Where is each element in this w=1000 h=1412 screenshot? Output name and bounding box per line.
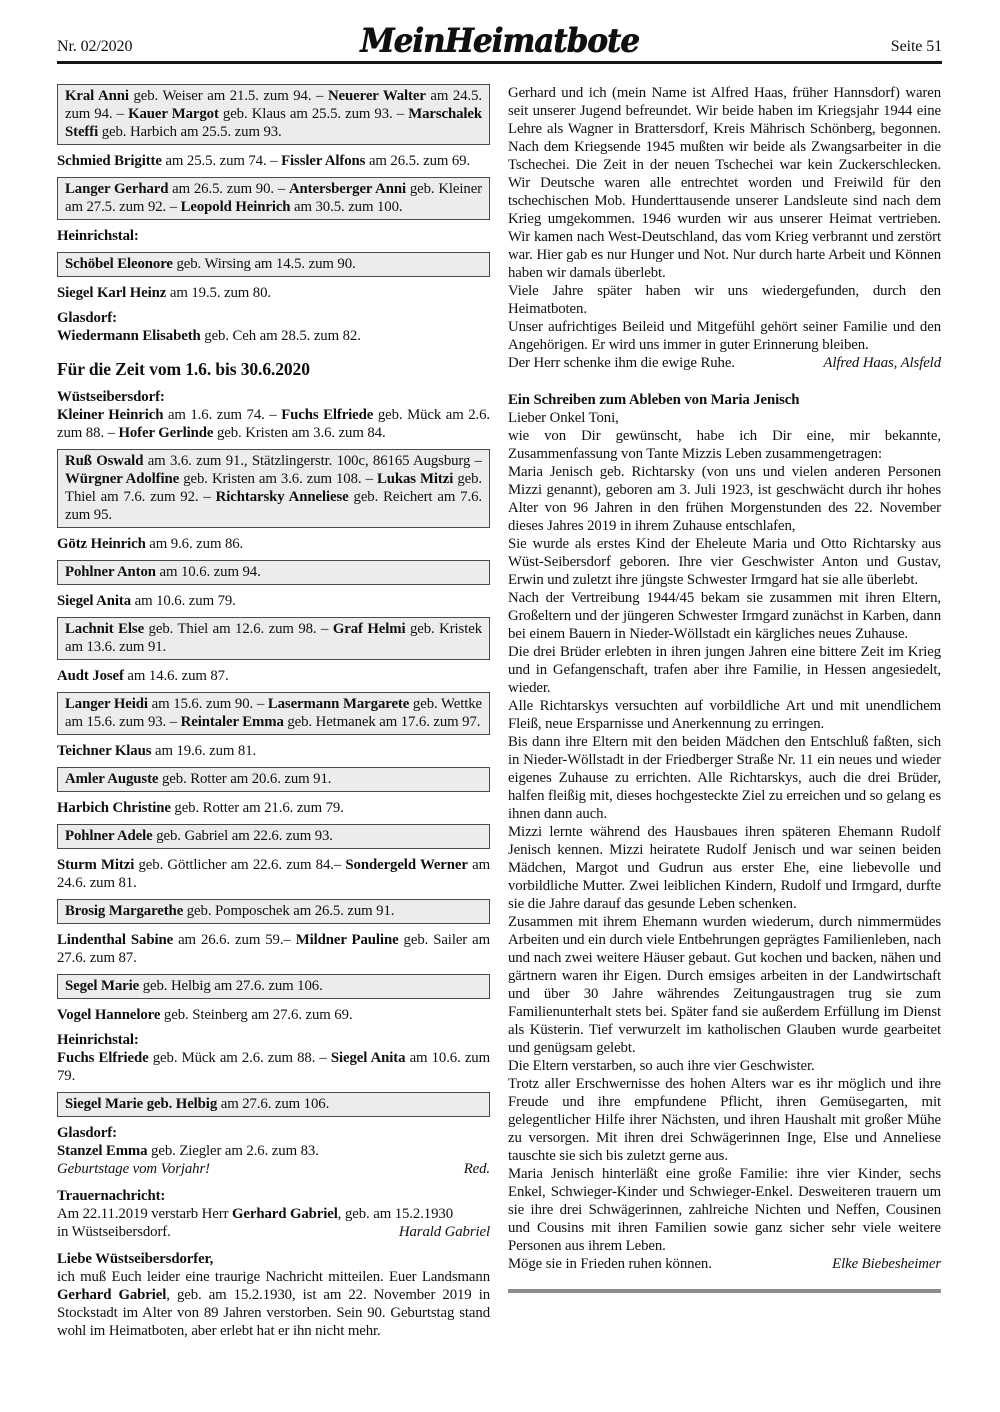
text-segment: Götz Heinrich xyxy=(57,536,146,552)
text-block xyxy=(57,799,490,817)
text-segment: am 10.6. zum 94. xyxy=(155,564,261,580)
text-block xyxy=(508,913,941,1057)
text-block xyxy=(508,643,941,697)
text-segment: Kleiner Heinrich xyxy=(57,407,164,423)
text-segment: Hofer Gerlinde xyxy=(118,425,214,441)
text-block xyxy=(57,406,490,442)
text-segment: Mildner Pauline xyxy=(295,932,399,948)
text-segment: Teichner Klaus xyxy=(57,743,152,759)
birthday-box-entry xyxy=(57,560,490,585)
text-block xyxy=(508,733,941,823)
text-segment: geb. Kristen am 3.6. zum 84. xyxy=(213,425,386,441)
sign-text xyxy=(508,354,735,372)
text-segment: am 19.5. zum 80. xyxy=(166,285,272,301)
text-segment: geb. Helbig am 27.6. zum 106. xyxy=(139,978,323,994)
page-number: Seite 51 xyxy=(890,38,942,55)
text-block xyxy=(57,1031,490,1049)
masthead-logo: MeinHeimatbote xyxy=(360,22,639,60)
text-block xyxy=(57,284,490,302)
text-segment: Schmied Brigitte xyxy=(57,153,162,169)
text-segment: am 26.6. zum 59.– xyxy=(173,932,296,948)
text-segment: Lachnit Else xyxy=(65,621,145,637)
text-segment: Die drei Brüder erlebten in ihren jungen Jahren eine bittere Zeit im Krieg und in Gefangenschaft, trafen aber ihre Familie, in Hessen angesiedelt, wieder. xyxy=(508,644,941,696)
text-segment: Segel Marie xyxy=(65,978,140,994)
text-block xyxy=(57,1142,490,1160)
text-segment: Fuchs Elfriede xyxy=(281,407,374,423)
issue-number: Nr. 02/2020 xyxy=(57,38,133,55)
text-block xyxy=(508,282,941,318)
birthday-box-entry xyxy=(57,974,490,999)
text-block xyxy=(508,1057,941,1075)
text-segment: Lindenthal Sabine xyxy=(57,932,174,948)
birthday-box-entry xyxy=(57,824,490,849)
text-segment: Trauernachricht: xyxy=(57,1188,166,1204)
birthday-box-entry xyxy=(57,1092,490,1117)
text-segment: in Wüstseibersdorf. xyxy=(57,1224,171,1240)
text-segment: geb. Mück am 2.6. zum 88. – xyxy=(57,407,491,441)
text-block xyxy=(57,388,490,406)
text-segment: Lieber Onkel Toni, xyxy=(508,410,619,426)
sign-text xyxy=(57,1160,210,1178)
birthday-box-entry xyxy=(57,617,490,660)
text-block xyxy=(508,391,941,409)
text-segment: Ein Schreiben zum Ableben von Maria Jenisch xyxy=(508,392,800,408)
text-segment: Maria Jenisch hinterläßt eine große Familie: ihre vier Kinder, sechs Enkel, Schwieger-Kinder und Schwieger-Enkel. Desweiteren trauern um sie ihre drei Schwägerinnen, zahlreiche Nichten und Neffen, Cousinen und Cousins mit ihren Familien sowie ganz sicher sehr viele weitere Personen aus ihrem Leben. xyxy=(508,1166,941,1254)
signature: Alfred Haas, Alsfeld xyxy=(823,355,941,371)
text-segment: Siegel Anita xyxy=(57,593,132,609)
text-segment: Lasermann Margarete xyxy=(267,696,410,712)
text-segment: am 3.6. zum 91., Stätzlingerstr. 100c, 86165 Augsburg – xyxy=(143,453,482,469)
text-segment: Nach der Vertreibung 1944/45 bekam sie zusammen mit ihren Eltern, Großeltern und der jüngeren Schwester Irmgard zunächst in Karben, dann bei einem Bauern in Nieder-Wöllstadt ein kärgliches neues Zuhause. xyxy=(508,590,941,642)
signature: Elke Biebesheimer xyxy=(832,1256,941,1272)
text-segment: Kauer Margot xyxy=(128,106,219,122)
text-segment: Schöbel Eleonore xyxy=(65,256,173,272)
text-segment: Alle Richtarskys versuchten auf vorbildliche Art und mit unendlichem Fleiß, neue Ersparnisse und Anerkennung zu erringen. xyxy=(508,698,941,732)
text-segment: Geburtstage vom Vorjahr! xyxy=(57,1161,210,1177)
text-block xyxy=(57,309,490,327)
text-segment: Antersberger Anni xyxy=(288,181,407,197)
text-segment: Langer Gerhard xyxy=(65,181,169,197)
text-segment: geb. Kleiner am 27.5. zum 92. – xyxy=(65,181,482,215)
text-segment: geb. Rotter am 21.6. zum 79. xyxy=(170,800,344,816)
text-block xyxy=(508,535,941,589)
text-block xyxy=(57,856,490,892)
text-segment: Heinrichstal: xyxy=(57,1032,139,1048)
text-segment: Trotz aller Erschwernisse des hohen Alters war es ihr möglich und ihre Freude und ihre empfundene Pflicht, ihren Gemüsegarten, mit gelegentlicher Hilfe ihrer Nächsten, und ihren Haushalt mit großer Mühe zu versorgen. Mit ihren drei Schwägerinnen Inge, Else und Anneliese tauschte sie sich bis zuletzt gerne aus. xyxy=(508,1076,941,1164)
text-block xyxy=(57,152,490,170)
text-block xyxy=(508,1075,941,1165)
text-segment: Unser aufrichtiges Beileid und Mitgefühl gehört seiner Familie und den Angehörigen. Er wird uns immer in guter Erinnerung bleiben. xyxy=(508,319,941,353)
text-block xyxy=(508,463,941,535)
text-segment: geb. Kristek am 13.6. zum 91. xyxy=(65,621,482,655)
text-segment: ich muß Euch leider eine traurige Nachricht mitteilen. Euer Landsmann xyxy=(57,1269,490,1285)
text-segment: Möge sie in Frieden ruhen können. xyxy=(508,1256,712,1272)
text-segment: Reintaler Emma xyxy=(180,714,284,730)
text-segment: Mizzi lernte während des Hausbaues ihren späteren Ehemann Rudolf Jenisch kennen. Mizzi heiratete Rudolf Jenisch und war seinen beiden Mädchen, Margot und Gudrun aus erster Ehe, eine liebevolle und vorbildliche Mutter. Zwei leiblichen Kindern, Rudolf und Irmgard, durfte sie die Jahre darauf das gesunde Leben schenken. xyxy=(508,824,941,912)
text-segment: am 19.6. zum 81. xyxy=(151,743,257,759)
text-segment: am 10.6. zum 79. xyxy=(57,1050,491,1084)
text-segment: Pohlner Anton xyxy=(65,564,156,580)
text-block xyxy=(508,697,941,733)
text-block xyxy=(57,1124,490,1142)
text-segment: Glasdorf: xyxy=(57,310,117,326)
text-segment: Fuchs Elfriede xyxy=(57,1050,149,1066)
text-segment: geb. Weiser am 21.5. zum 94. – xyxy=(128,88,328,104)
text-segment: Sondergeld Werner xyxy=(345,857,468,873)
text-segment: am 14.6. zum 87. xyxy=(123,668,229,684)
text-segment: Zusammen mit ihrem Ehemann wurden wiederum, durch nimmermüdes Arbeiten und ein durch viele Entbehrungen geprägtes Familienleben, nach und nach zwei weitere Häuser gebaut. Gut kochen und backen, nähen und gärtnern waren ihr Eigen. Durch emsiges arbeiten in der Landwirtschaft und über 30 Jahre währendes Zeitungaustragen trug sie zum Familienunterhalt stets bei. Später fand sie außerdem Erfüllung im Dienst als Küsterin. Tief verwurzelt im katholischen Glauben wurde gearbeitet und genügsam gelebt. xyxy=(508,914,941,1056)
text-block xyxy=(57,535,490,553)
text-block xyxy=(508,1165,941,1255)
text-segment: Gerhard Gabriel xyxy=(232,1206,338,1222)
text-block xyxy=(508,589,941,643)
text-block xyxy=(508,823,941,913)
section-divider xyxy=(508,1289,941,1293)
text-block xyxy=(57,1268,490,1340)
text-segment: Wiedermann Elisabeth xyxy=(57,328,201,344)
right-column xyxy=(508,84,941,1347)
text-block xyxy=(508,409,941,427)
text-segment: Neuerer Walter xyxy=(327,88,426,104)
text-segment: am 1.6. zum 74. – xyxy=(163,407,282,423)
text-block xyxy=(508,318,941,354)
text-segment: am 26.5. zum 90. – xyxy=(168,181,289,197)
text-segment: Stanzel Emma xyxy=(57,1143,148,1159)
text-segment: Gerhard und ich (mein Name ist Alfred Haas, früher Hannsdorf) waren seit unserer Jugend befreundet. Wir beide haben im Kriegsjahr 1944 eine Lehre als Wagner in Brattersdorf, Kreis Mährisch Schönberg, begonnen. Nach dem Kriegsende 1945 mußten wir beide als Zwangsarbeiter in die Tschechei. Die Zeit in der neuen Tschechei war kein Zuckerschlecken. Wir Deutsche waren alle entrechtet worden und Freiwild für den tschechischen Mob. Hunderttausende unserer Landsleute sind nach dem Krieg umgekommen. 1946 wurden wir aus unserer Heimat vertrieben. Wir kamen nach West-Deutschland, das vom Krieg verbrannt und zerstört war. Hier gab es nur Hunger und Not. Nur durch harte Arbeit und Können haben wir damals überlebt. xyxy=(508,85,941,281)
signature-line xyxy=(508,1255,941,1273)
content-columns xyxy=(57,64,942,1347)
text-segment: am 15.6. zum 90. – xyxy=(147,696,268,712)
text-segment: am 24.5. zum 94. – xyxy=(65,88,483,122)
text-segment: geb. Rotter am 20.6. zum 91. xyxy=(158,771,332,787)
text-segment: Am 22.11.2019 verstarb Herr xyxy=(57,1206,232,1222)
spacer xyxy=(57,1241,490,1250)
text-block xyxy=(57,931,490,967)
text-segment: Marschalek Steffi xyxy=(65,106,482,140)
text-segment: geb. Gabriel am 22.6. zum 93. xyxy=(152,828,333,844)
page-header xyxy=(57,22,942,64)
section-heading xyxy=(57,359,490,380)
text-segment: Gerhard Gabriel xyxy=(57,1287,167,1303)
text-segment: Langer Heidi xyxy=(65,696,148,712)
text-segment: geb. Klaus am 25.5. zum 93. – xyxy=(218,106,409,122)
text-block xyxy=(57,742,490,760)
text-segment: geb. Hetmanek am 17.6. zum 97. xyxy=(283,714,481,730)
text-segment: geb. Harbich am 25.5. zum 93. xyxy=(98,124,282,140)
text-segment: Bis dann ihre Eltern mit den beiden Mädchen den Entschluß faßten, sich in Nieder-Wöllstadt in der Friedberger Straße Nr. 11 ein neues und wieder eigenes Zuhause zu errichten. Alle Richtarskys, auch die drei Brüder, halfen fleißig mit, dieses hochgesteckte Ziel zu erreichen und so gelang es ihnen dann auch. xyxy=(508,734,941,822)
text-block xyxy=(508,84,941,282)
text-segment: Heinrichstal: xyxy=(57,228,139,244)
text-segment: Amler Auguste xyxy=(65,771,159,787)
text-segment: Liebe Wüstseibersdorfer, xyxy=(57,1251,214,1267)
text-segment: Kral Anni xyxy=(65,88,129,104)
spacer xyxy=(57,1178,490,1187)
text-block xyxy=(57,1205,490,1223)
text-segment: Siegel Anita xyxy=(330,1050,406,1066)
text-block xyxy=(57,1006,490,1024)
text-segment: Würgner Adolfine xyxy=(65,471,180,487)
text-segment: Richtarsky Anneliese xyxy=(215,489,349,505)
text-segment: Brosig Margarethe xyxy=(65,903,184,919)
text-segment: geb. Mück am 2.6. zum 88. – xyxy=(148,1050,331,1066)
text-segment: , geb. am 15.2.1930 xyxy=(337,1206,453,1222)
text-block xyxy=(57,227,490,245)
text-segment: , geb. am 15.2.1930, ist am 22. November 2019 in Stockstadt im Alter von 89 Jahren verstorben. Sein 90. Geburtstag stand wohl im Heimatboten, aber erlebt hat er ihn nicht mehr. xyxy=(57,1287,490,1339)
text-segment: Audt Josef xyxy=(57,668,124,684)
text-block xyxy=(57,1049,490,1085)
text-segment: geb. Wettke am 15.6. zum 93. – xyxy=(65,696,482,730)
text-block xyxy=(57,1187,490,1205)
signature-line xyxy=(508,354,941,372)
birthday-box-entry xyxy=(57,252,490,277)
text-segment: Sie wurde als erstes Kind der Eheleute Maria und Otto Richtarsky aus Wüst-Seibersdorf geboren. Ihre vier Geschwister Anton und Gustav, Erwin und zuletzt ihre jüngste Schwester Irmgard hat sie alle überlebt. xyxy=(508,536,941,588)
text-segment: Fissler Alfons xyxy=(281,153,366,169)
birthday-box-entry xyxy=(57,84,490,145)
text-segment: geb. Sailer am 27.6. zum 87. xyxy=(57,932,491,966)
spacer xyxy=(508,372,941,391)
birthday-box-entry xyxy=(57,692,490,735)
signature: Harald Gabriel xyxy=(398,1224,490,1240)
text-segment: Die Eltern verstarben, so auch ihre vier Geschwister. xyxy=(508,1058,815,1074)
sign-text xyxy=(508,1255,712,1273)
text-segment: geb. Thiel am 12.6. zum 98. – xyxy=(144,621,333,637)
text-segment: Harbich Christine xyxy=(57,800,171,816)
text-segment: am 10.6. zum 79. xyxy=(131,593,236,609)
text-segment: Graf Helmi xyxy=(332,621,406,637)
text-block xyxy=(57,327,490,345)
signature-line xyxy=(57,1223,490,1241)
birthday-box-entry xyxy=(57,449,490,528)
signature-line xyxy=(57,1160,490,1178)
text-segment: geb. Kristen am 3.6. zum 108. – xyxy=(179,471,377,487)
left-column xyxy=(57,84,490,1347)
text-segment: geb. Göttlicher am 22.6. zum 84.– xyxy=(134,857,346,873)
text-segment: am 9.6. zum 86. xyxy=(145,536,244,552)
text-segment: Vogel Hannelore xyxy=(57,1007,161,1023)
text-segment: geb. Pomposchek am 26.5. zum 91. xyxy=(183,903,395,919)
text-segment: Siegel Marie geb. Helbig xyxy=(65,1096,218,1112)
birthday-box-entry xyxy=(57,177,490,220)
text-segment: Der Herr schenke ihm die ewige Ruhe. xyxy=(508,355,735,371)
text-segment: Sturm Mitzi xyxy=(57,857,135,873)
text-segment: Maria Jenisch geb. Richtarsky (von uns und vielen anderen Personen Mizzi genannt), geboren am 3. Juli 1923, ist geschwächt durch ihr hohes Alter von 96 Jahren in den frühen Morgenstunden des 22. November dieses Jahres 2019 in ihrem Zuhause entschlafen, xyxy=(508,464,941,534)
text-segment: Wüstseibersdorf: xyxy=(57,389,165,405)
text-block xyxy=(508,427,941,463)
text-segment: Leopold Heinrich xyxy=(180,199,291,215)
text-segment: geb. Thiel am 7.6. zum 92. – xyxy=(65,471,482,505)
text-segment: Glasdorf: xyxy=(57,1125,117,1141)
text-segment: am 27.6. zum 106. xyxy=(217,1096,330,1112)
text-segment: geb. Ziegler am 2.6. zum 83. xyxy=(147,1143,319,1159)
sign-text xyxy=(57,1223,171,1241)
text-segment: am 24.6. zum 81. xyxy=(57,857,490,891)
text-segment: geb. Wirsing am 14.5. zum 90. xyxy=(172,256,356,272)
text-segment: am 30.5. zum 100. xyxy=(290,199,403,215)
text-segment: Ruß Oswald xyxy=(65,453,144,469)
text-block xyxy=(57,592,490,610)
text-segment: geb. Steinberg am 27.6. zum 69. xyxy=(160,1007,353,1023)
text-segment: wie von Dir gewünscht, habe ich Dir eine, mir bekannte, Zusammenfassung von Tante Mizzis Leben zusammengetragen: xyxy=(508,428,941,462)
text-segment: Für die Zeit vom 1.6. bis 30.6.2020 xyxy=(57,359,310,379)
text-segment: Siegel Karl Heinz xyxy=(57,285,167,301)
text-segment: am 25.5. zum 74. – xyxy=(161,153,282,169)
text-block xyxy=(57,1250,490,1268)
text-segment: geb. Ceh am 28.5. zum 82. xyxy=(200,328,361,344)
text-segment: geb. Reichert am 7.6. zum 95. xyxy=(65,489,482,523)
birthday-box-entry xyxy=(57,899,490,924)
signature: Red. xyxy=(463,1161,490,1177)
text-segment: Viele Jahre später haben wir uns wiedergefunden, durch den Heimatboten. xyxy=(508,283,941,317)
birthday-box-entry xyxy=(57,767,490,792)
text-segment: Lukas Mitzi xyxy=(376,471,454,487)
text-segment: Pohlner Adele xyxy=(65,828,153,844)
text-block xyxy=(57,667,490,685)
text-segment: am 26.5. zum 69. xyxy=(365,153,471,169)
